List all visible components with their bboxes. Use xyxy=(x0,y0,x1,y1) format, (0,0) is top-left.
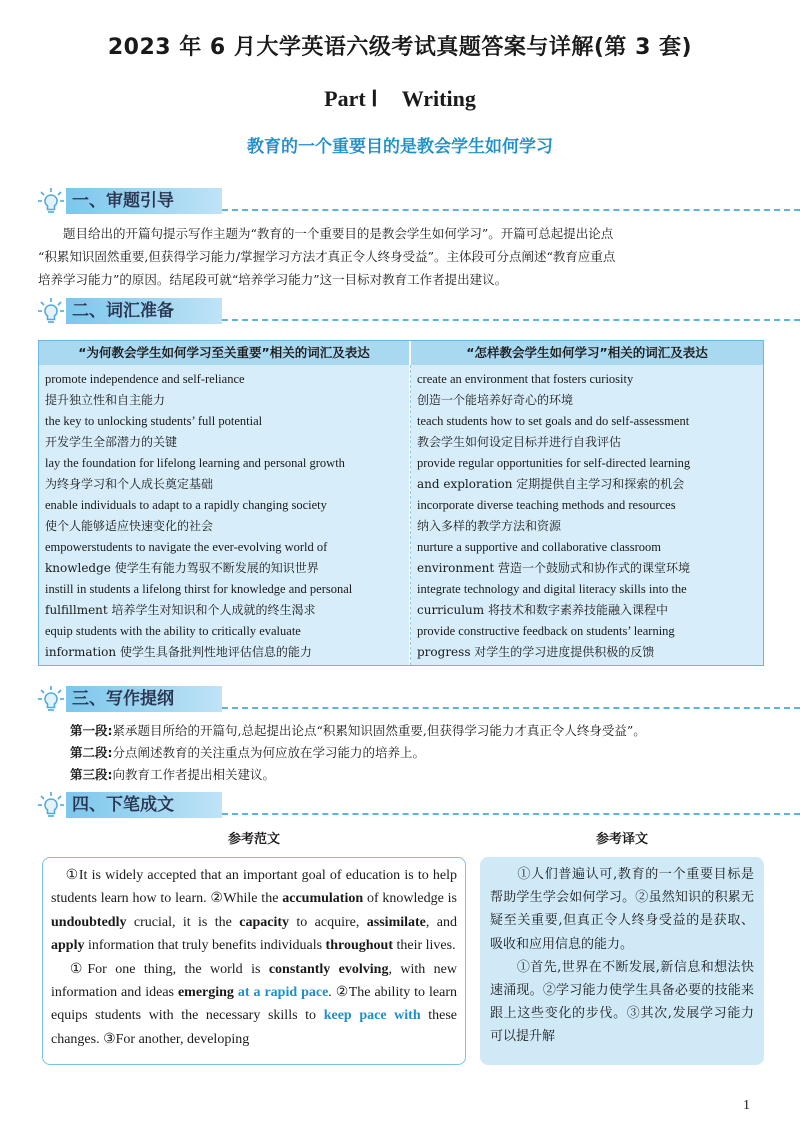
vocab-en: integrate technology and digital literacy skills into the xyxy=(417,582,687,596)
vocab-zh: fulfillment 培养学生对知识和个人成就的终生渴求 xyxy=(45,603,316,617)
vocab-en: create an environment that fosters curiosity xyxy=(417,372,634,386)
outline-label: 第一段: xyxy=(70,723,113,738)
essay-paragraph-2 xyxy=(51,958,457,1052)
outline-list xyxy=(70,720,770,786)
section-title: 一、审题引导 xyxy=(66,188,222,214)
outline-item xyxy=(70,764,770,786)
essay-highlight: at a rapid pace xyxy=(237,985,329,1001)
part-heading xyxy=(0,86,800,112)
essay-paragraph-1 xyxy=(51,864,457,958)
outline-label: 第二段: xyxy=(70,745,113,760)
lightbulb-icon xyxy=(36,296,66,326)
essay-text: crucial, it is the xyxy=(126,914,240,930)
essay-keyword: emerging xyxy=(177,985,234,1001)
page-number: 1 xyxy=(743,1098,750,1113)
essay-text: , and xyxy=(425,914,457,930)
essay-highlight: keep pace with xyxy=(323,1008,421,1024)
guide-line: 题目给出的开篇句提示写作主题为“教育的一个重要目的是教会学生如何学习”。开篇可总起提出论点 xyxy=(38,226,614,241)
outline-item xyxy=(70,742,770,764)
dashed-divider xyxy=(222,813,800,815)
dashed-divider xyxy=(222,319,800,321)
vocab-right-header: “怎样教会学生如何学习”相关的词汇及表达 xyxy=(411,341,763,365)
translation-title: 参考译文 xyxy=(595,832,648,847)
lightbulb-icon xyxy=(36,684,66,714)
essay-keyword: accumulation xyxy=(282,891,364,907)
dashed-divider xyxy=(222,707,800,709)
essay-text: of knowledge is xyxy=(363,891,457,907)
essay-keyword: undoubtedly xyxy=(51,914,127,930)
vocab-en: empowerstudents to navigate the ever-evolving world of xyxy=(45,540,328,554)
vocab-zh: and exploration 定期提供自主学习和探索的机会 xyxy=(417,477,685,491)
outline-item xyxy=(70,720,770,742)
essay-text: ①It is widely accepted that an important goal of education is to help students learn how to learn. ②While the xyxy=(51,868,457,907)
vocab-en: promote independence and self-reliance xyxy=(45,372,245,386)
section-title: 三、写作提纲 xyxy=(66,686,222,712)
essay-keyword: constantly evolving xyxy=(268,961,389,977)
vocab-zh: progress 对学生的学习进度提供积极的反馈 xyxy=(417,645,655,659)
vocab-en: enable individuals to adapt to a rapidly changing society xyxy=(45,498,327,512)
outline-text: 向教育工作者提出相关建议。 xyxy=(112,767,276,782)
section-title: 二、词汇准备 xyxy=(66,298,222,324)
part-label: Part Ⅰ xyxy=(324,86,378,111)
lightbulb-icon xyxy=(36,186,66,216)
translation-paragraph: ①人们普遍认可,教育的一个重要目标是帮助学生学会如何学习。②虽然知识的积累无疑至关重要,但真正令人终身受益的是获取、吸收和应用信息的能力。 xyxy=(490,867,754,952)
vocab-en: instill in students a lifelong thirst for knowledge and personal xyxy=(45,582,353,596)
essay-text: to acquire, xyxy=(289,914,367,930)
essay-keyword: assimilate xyxy=(366,914,426,930)
vocab-zh: 为终身学习和个人成长奠定基础 xyxy=(45,477,214,491)
vocab-zh: 纳入多样的教学方法和资源 xyxy=(417,519,562,533)
translation-paragraph: ①首先,世界在不断发展,新信息和想法快速涌现。②学习能力使学生具备必要的技能来跟上这些变化的步伐。③其次,发展学习能力可以提升解 xyxy=(490,959,754,1045)
vocab-zh: 教会学生如何设定目标并进行自我评估 xyxy=(417,435,622,449)
vocab-left-column xyxy=(39,365,409,665)
section-title: 四、下笔成文 xyxy=(66,792,222,818)
translation-box xyxy=(480,857,764,1065)
essay-keyword: apply xyxy=(51,938,85,954)
vocab-en: provide regular opportunities for self-directed learning xyxy=(417,456,691,470)
vocab-zh: curriculum 将技术和数字素养技能融入课程中 xyxy=(417,603,668,617)
vocab-en: the key to unlocking students’ full potential xyxy=(45,414,263,428)
essay-keyword: capacity xyxy=(239,914,290,930)
outline-label: 第三段: xyxy=(70,767,113,782)
vocab-zh: knowledge 使学生有能力驾驭不断发展的知识世界 xyxy=(45,561,319,575)
vocab-en: lay the foundation for lifelong learning and personal growth xyxy=(45,456,345,470)
essay-text: , with new information and ideas xyxy=(51,961,457,1001)
essay-text: these changes. ③For another, developing xyxy=(51,1008,457,1047)
vocab-en: equip students with the ability to critically evaluate xyxy=(45,624,301,638)
vocab-zh: information 使学生具备批判性地评估信息的能力 xyxy=(45,645,312,659)
essay-text: . ②The ability to learn equips students with the necessary skills to xyxy=(51,985,457,1024)
vocab-en: teach students how to set goals and do self-assessment xyxy=(417,414,690,428)
outline-text: 紧承题目所给的开篇句,总起提出论点“积累知识固然重要,但获得学习能力才真正令人终身受益”。 xyxy=(112,723,646,738)
lightbulb-icon xyxy=(36,790,66,820)
vocab-en: nurture a supportive and collaborative classroom xyxy=(417,540,662,554)
outline-text: 分点阐述教育的关注重点为何应放在学习能力的培养上。 xyxy=(112,745,426,760)
vocab-zh: 提升独立性和自主能力 xyxy=(45,393,166,407)
sample-essay-box xyxy=(42,857,466,1065)
essay-topic: 教育的一个重要目的是教会学生如何学习 xyxy=(247,137,553,157)
essay-text: information that truly benefits individuals xyxy=(84,938,326,954)
essay-text: ①For one thing, the world is xyxy=(51,961,269,977)
essay-keyword: throughout xyxy=(325,938,393,954)
vocab-zh: environment 营造一个鼓励式和协作式的课堂环境 xyxy=(417,561,690,575)
page-title: 2023 年 6 月大学英语六级考试真题答案与详解(第 3 套) xyxy=(107,35,693,60)
guide-line: “积累知识固然重要,但获得学习能力/掌握学习方法才真正令人终身受益”。主体段可分点阐述“教育应重点 xyxy=(38,249,616,264)
dashed-divider xyxy=(222,209,800,211)
vocab-right-column xyxy=(411,365,763,665)
essay-text: their lives. xyxy=(392,938,456,954)
vocab-en: provide constructive feedback on students’ learning xyxy=(417,624,675,638)
part-name: Writing xyxy=(401,86,476,111)
vocab-en: incorporate diverse teaching methods and resources xyxy=(417,498,676,512)
vocab-left-header: “为何教会学生如何学习至关重要”相关的词汇及表达 xyxy=(39,341,409,365)
guide-paragraph xyxy=(38,222,764,291)
vocabulary-table xyxy=(38,340,764,666)
vocab-zh: 开发学生全部潜力的关键 xyxy=(45,435,178,449)
vocab-zh: 创造一个能培养好奇心的环境 xyxy=(417,393,574,407)
guide-line: 培养学习能力”的原因。结尾段可就“培养学习能力”这一目标对教育工作者提出建议。 xyxy=(38,272,508,287)
sample-essay-title: 参考范文 xyxy=(227,832,280,847)
vocab-zh: 使个人能够适应快速变化的社会 xyxy=(45,519,214,533)
